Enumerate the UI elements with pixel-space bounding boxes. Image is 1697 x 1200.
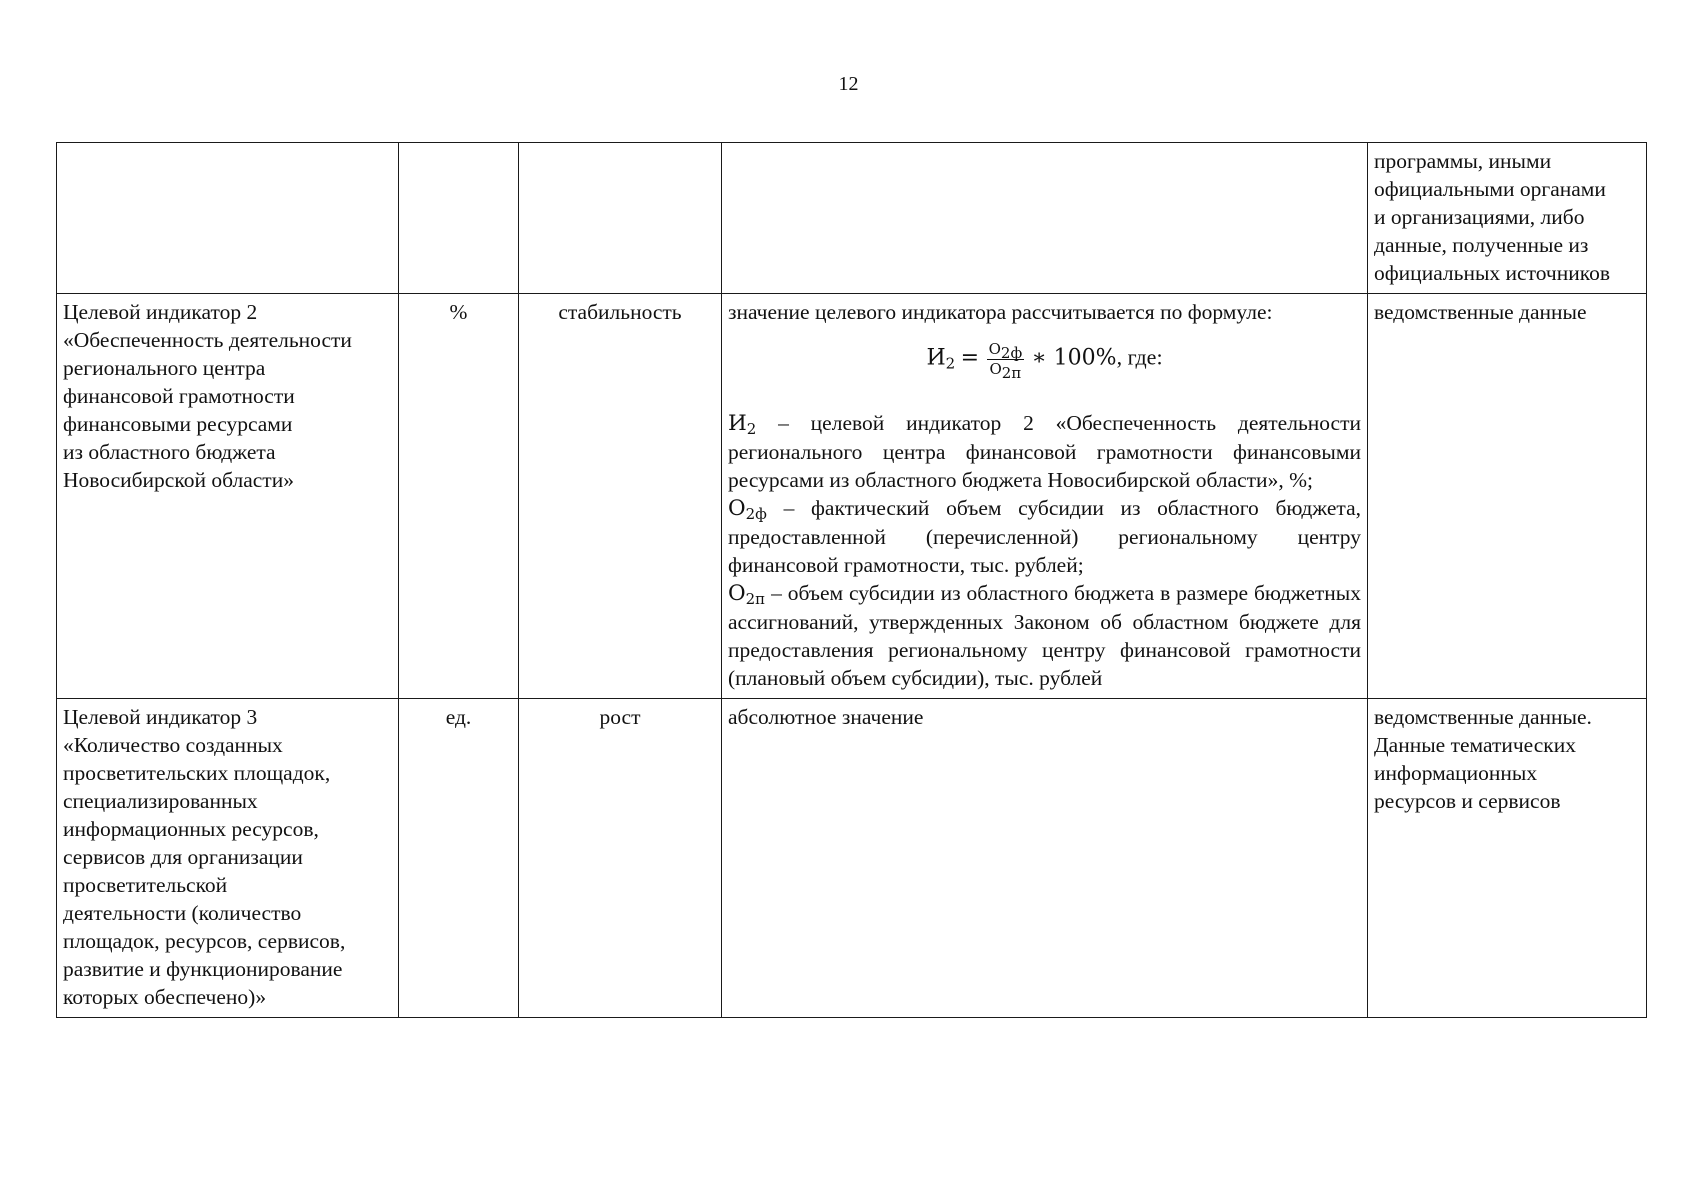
source-cell: программы, иными официальными органами и организациями, либо данные, полученные из официальных источников [1368,143,1647,294]
source-cell: ведомственные данные [1368,294,1647,699]
formula-lhs-sub: 2 [945,354,956,373]
formula-tail: , где: [1116,344,1163,370]
formula-fraction [987,340,1025,382]
formula [728,340,1361,382]
unit-cell: % [399,294,519,699]
indicator-cell: Целевой индикатор 3 «Количество созданных просветительских площадок, специализированных информационных ресурсов, сервисов для организации просветительской деятельности (количество площадок, ресурсов, сервисов, развитие и функционирование которых обеспечено)» [57,699,399,1018]
formula-denominator: О2п [989,360,1022,382]
source-cell: ведомственные данные. Данные тематических информационных ресурсов и сервисов [1368,699,1647,1018]
definition-item: $О_{2п}$ – объем субсидии из областного бюджета в размере бюджетных ассигнований, утвержденных Законом об областном бюджете для предоставления региональному центру финансовой грамотности (плановый объем субсидии), тыс. рублей [728,581,1361,690]
table-row [57,294,1647,699]
unit-cell: ед. [399,699,519,1018]
formula-eq: = [960,345,980,371]
formula-multiplier: ∗ 100% [1031,345,1117,371]
indicator-cell: Целевой индикатор 2 «Обеспеченность деятельности регионального центра финансовой грамотности финансовыми ресурсами из областного бюджета Новосибирской области» [57,294,399,699]
definition-item: $И_2$ – целевой индикатор 2 «Обеспеченность деятельности регионального центра финансовой грамотности финансовыми ресурсами из областного бюджета Новосибирской области», %; [728,411,1361,492]
method-cell [722,294,1368,699]
table-row [57,143,1647,294]
method-cell: абсолютное значение [722,699,1368,1018]
method-intro: значение целевого индикатора рассчитывается по формуле: [728,300,1273,324]
method-cell [722,143,1368,294]
unit-cell [399,143,519,294]
indicator-cell [57,143,399,294]
page-number: 12 [838,73,859,95]
trend-cell [519,143,722,294]
trend-cell: стабильность [519,294,722,699]
trend-cell: рост [519,699,722,1018]
definition-item: $О_{2ф}$ – фактический объем субсидии из областного бюджета, предоставленной (перечисленной) региональному центру финансовой грамотности, тыс. рублей; [728,496,1361,577]
formula-lhs: И [926,345,946,371]
formula-numerator: О2ф [988,340,1023,362]
table-row [57,699,1647,1018]
indicators-table [56,142,1647,1018]
